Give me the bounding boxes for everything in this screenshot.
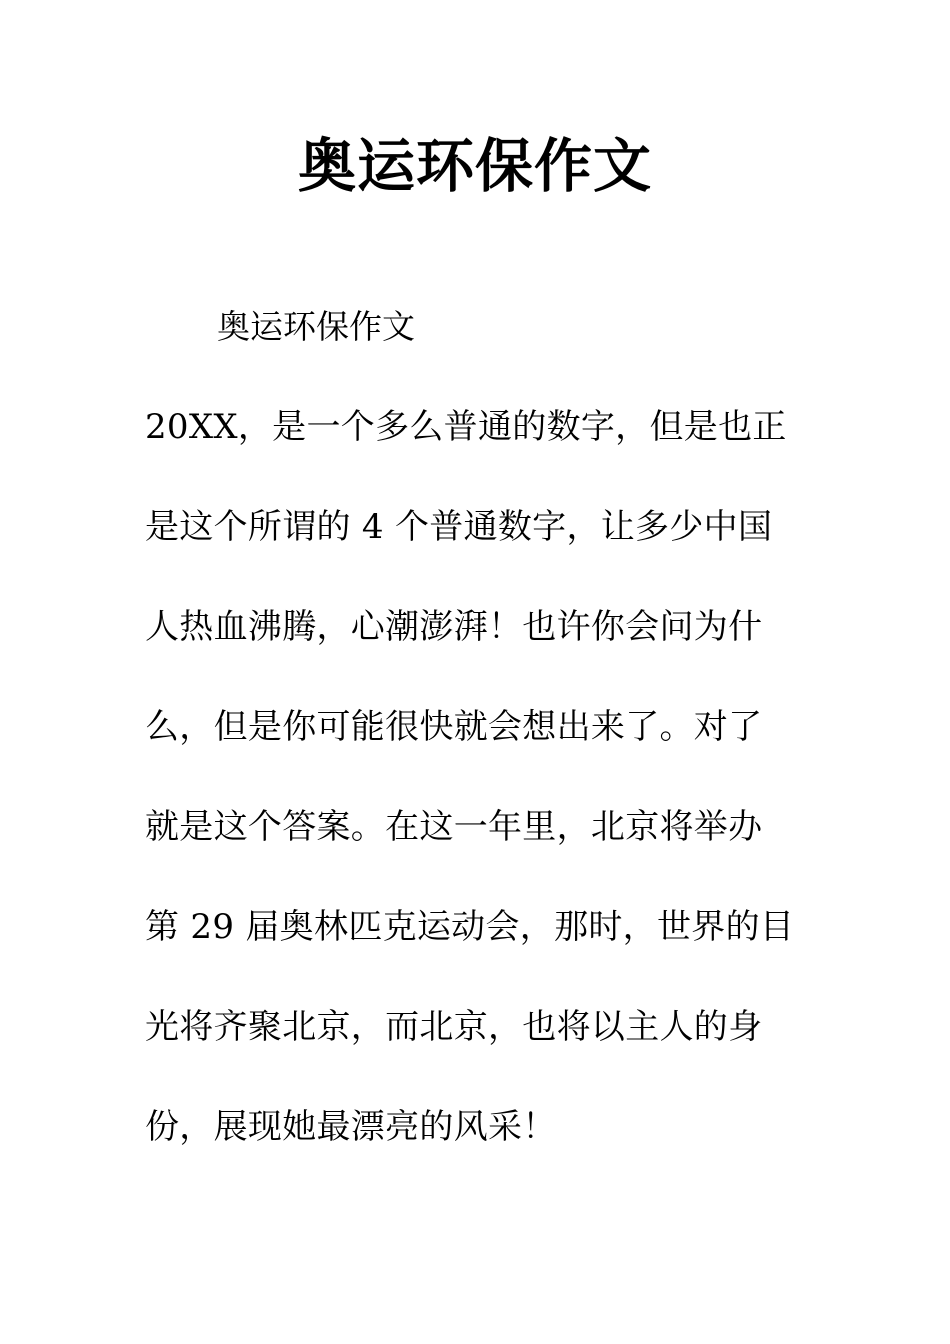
body-line: 人热血沸腾，心潮澎湃！也许你会问为什 bbox=[145, 607, 763, 647]
body-line: 么，但是你可能很快就会想出来了。对了 bbox=[145, 707, 763, 747]
body-line: 20XX，是一个多么普通的数字，但是也正 bbox=[145, 407, 787, 447]
body-line: 就是这个答案。在这一年里，北京将举办 bbox=[145, 807, 763, 847]
document-title: 奥运环保作文 bbox=[297, 132, 652, 200]
body-line: 光将齐聚北京，而北京，也将以主人的身 bbox=[145, 1007, 763, 1047]
document-subtitle: 奥运环保作文 bbox=[217, 307, 415, 346]
body-paragraph bbox=[145, 402, 815, 1202]
body-line: 是这个所谓的 4 个普通数字，让多少中国 bbox=[145, 507, 773, 547]
body-line: 第 29 届奥林匹克运动会，那时，世界的目 bbox=[145, 907, 795, 947]
body-line: 份，展现她最漂亮的风采！ bbox=[145, 1107, 557, 1147]
